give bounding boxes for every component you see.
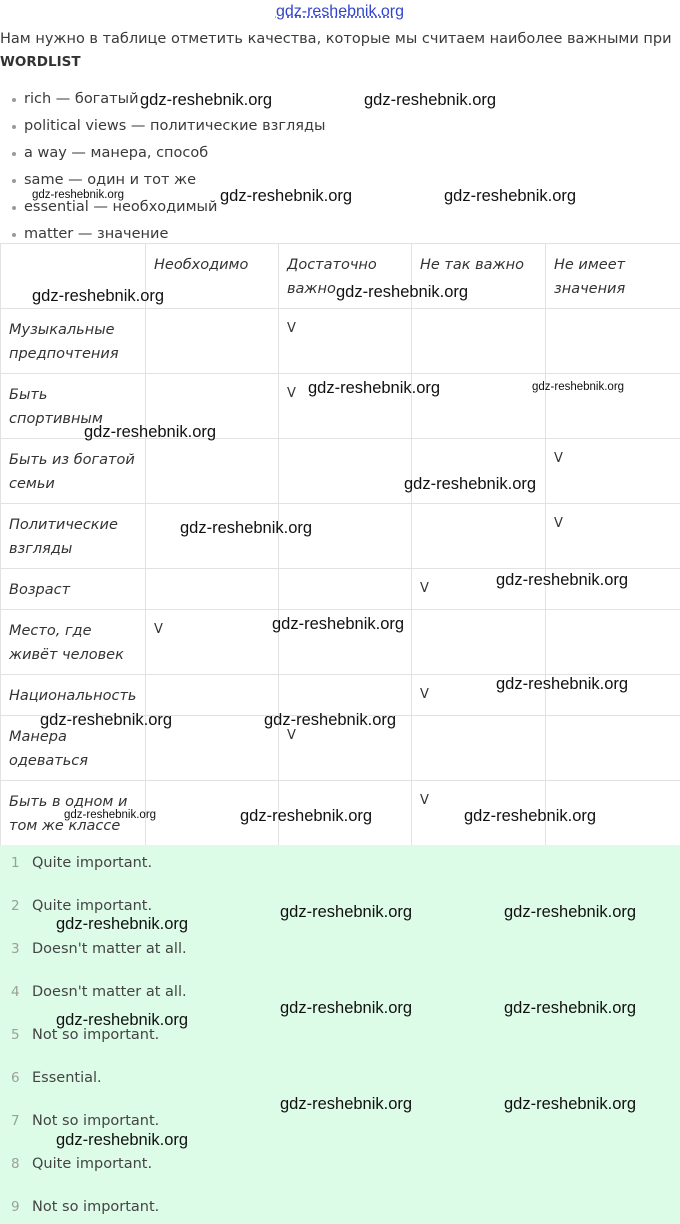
check-cell: V — [146, 610, 279, 675]
watermark-text: gdz-reshebnik.org — [464, 807, 597, 825]
answer-item — [0, 1024, 680, 1067]
check-cell — [146, 439, 279, 504]
watermark-text: gdz-reshebnik.org — [56, 915, 189, 933]
check-cell — [279, 439, 412, 504]
wordlist-title: WORDLIST — [0, 54, 81, 70]
wordlist-item: rich — богатый — [12, 89, 325, 116]
check-cell — [146, 569, 279, 610]
table-row — [1, 439, 680, 504]
answer-text: Quite important. — [32, 898, 153, 914]
check-cell: V — [279, 309, 412, 374]
row-label: Место, где живёт человек — [1, 610, 146, 675]
check-cell: V — [412, 675, 546, 716]
answer-item — [0, 852, 680, 895]
answer-text: Not so important. — [32, 1113, 160, 1129]
watermark-text: gdz-reshebnik.org — [532, 381, 625, 393]
watermark-text: gdz-reshebnik.org — [32, 287, 165, 305]
watermark-text: gdz-reshebnik.org — [308, 379, 441, 397]
watermark-text: gdz-reshebnik.org — [56, 1011, 189, 1029]
watermark-text: gdz-reshebnik.org — [180, 519, 313, 537]
header-cell: Не так важно — [412, 244, 546, 309]
check-cell — [412, 309, 546, 374]
watermark-text: gdz-reshebnik.org — [32, 189, 125, 201]
check-cell — [546, 716, 680, 781]
wordlist-item: matter — значение — [12, 224, 325, 251]
check-cell: V — [279, 716, 412, 781]
row-label: Возраст — [1, 569, 146, 610]
watermark-text: gdz-reshebnik.org — [280, 999, 413, 1017]
watermark-text: gdz-reshebnik.org — [220, 187, 353, 205]
check-cell — [546, 610, 680, 675]
row-label: Политические взгляды — [1, 504, 146, 569]
check-cell — [412, 716, 546, 781]
answer-text: Not so important. — [32, 1027, 160, 1043]
row-label: Быть спортивным — [1, 374, 146, 439]
answer-text: Doesn't matter at all. — [32, 941, 187, 957]
answer-number: 5 — [11, 1027, 20, 1043]
watermark-text: gdz-reshebnik.org — [496, 675, 629, 693]
check-cell — [546, 309, 680, 374]
intro-text: Нам нужно в таблице отметить качества, которые мы считаем наиболее важными при — [0, 31, 672, 47]
check-cell: V — [279, 374, 412, 439]
watermark-text: gdz-reshebnik.org — [336, 283, 469, 301]
watermark-text: gdz-reshebnik.org — [280, 1095, 413, 1113]
check-cell — [412, 504, 546, 569]
check-cell — [279, 569, 412, 610]
wordlist-item: political views — политические взгляды — [12, 116, 325, 143]
answer-text: Quite important. — [32, 1156, 153, 1172]
watermark-text: gdz-reshebnik.org — [504, 903, 637, 921]
watermark-text: gdz-reshebnik.org — [364, 91, 497, 109]
row-label: Быть из богатой семьи — [1, 439, 146, 504]
answer-number: 7 — [11, 1113, 20, 1129]
answer-item — [0, 1196, 680, 1224]
watermark-text: gdz-reshebnik.org — [56, 1131, 189, 1149]
table-row — [1, 309, 680, 374]
wordlist-item: essential — необходимый — [12, 197, 325, 224]
watermark-text: gdz-reshebnik.org — [240, 807, 373, 825]
watermark-text: gdz-reshebnik.org — [496, 571, 629, 589]
answer-number: 8 — [11, 1156, 20, 1172]
header-cell: Достаточно важно — [279, 244, 412, 309]
answer-number: 2 — [11, 898, 20, 914]
watermark-text: gdz-reshebnik.org — [504, 999, 637, 1017]
answer-text: Quite important. — [32, 855, 153, 871]
wordlist — [12, 89, 325, 251]
check-cell — [412, 610, 546, 675]
answer-item — [0, 1153, 680, 1196]
check-cell: V — [412, 781, 546, 846]
watermark-text: gdz-reshebnik.org — [140, 91, 273, 109]
row-label: Музыкальные предпочтения — [1, 309, 146, 374]
watermark-text: gdz-reshebnik.org — [264, 711, 397, 729]
row-label: Быть в одном и том же классе — [1, 781, 146, 846]
answer-number: 6 — [11, 1070, 20, 1086]
watermark-text: gdz-reshebnik.org — [84, 423, 217, 441]
check-cell — [146, 309, 279, 374]
header-cell: Необходимо — [146, 244, 279, 309]
wordlist-item: a way — манера, способ — [12, 143, 325, 170]
answer-number: 4 — [11, 984, 20, 1000]
answer-number: 3 — [11, 941, 20, 957]
answer-number: 1 — [11, 855, 20, 871]
watermark-text: gdz-reshebnik.org — [444, 187, 577, 205]
table-row — [1, 504, 680, 569]
watermark-text: gdz-reshebnik.org — [64, 809, 157, 821]
answer-item — [0, 938, 680, 981]
qualities-table — [0, 243, 680, 846]
answer-number: 9 — [11, 1199, 20, 1215]
watermark-text: gdz-reshebnik.org — [504, 1095, 637, 1113]
check-cell: V — [412, 569, 546, 610]
watermark-text: gdz-reshebnik.org — [404, 475, 537, 493]
site-header-link[interactable]: gdz-reshebnik.org — [275, 3, 405, 20]
answer-text: Doesn't matter at all. — [32, 984, 187, 1000]
check-cell: V — [546, 504, 680, 569]
wordlist-item: same — один и тот же — [12, 170, 325, 197]
watermark-text: gdz-reshebnik.org — [272, 615, 405, 633]
watermark-text: gdz-reshebnik.org — [280, 903, 413, 921]
watermark-text: gdz-reshebnik.org — [40, 711, 173, 729]
row-label: Манера одеваться — [1, 716, 146, 781]
header-cell: Не имеет значения — [546, 244, 680, 309]
check-cell: V — [546, 439, 680, 504]
answer-text: Essential. — [32, 1070, 102, 1086]
answer-text: Not so important. — [32, 1199, 160, 1215]
row-label: Национальность — [1, 675, 146, 716]
